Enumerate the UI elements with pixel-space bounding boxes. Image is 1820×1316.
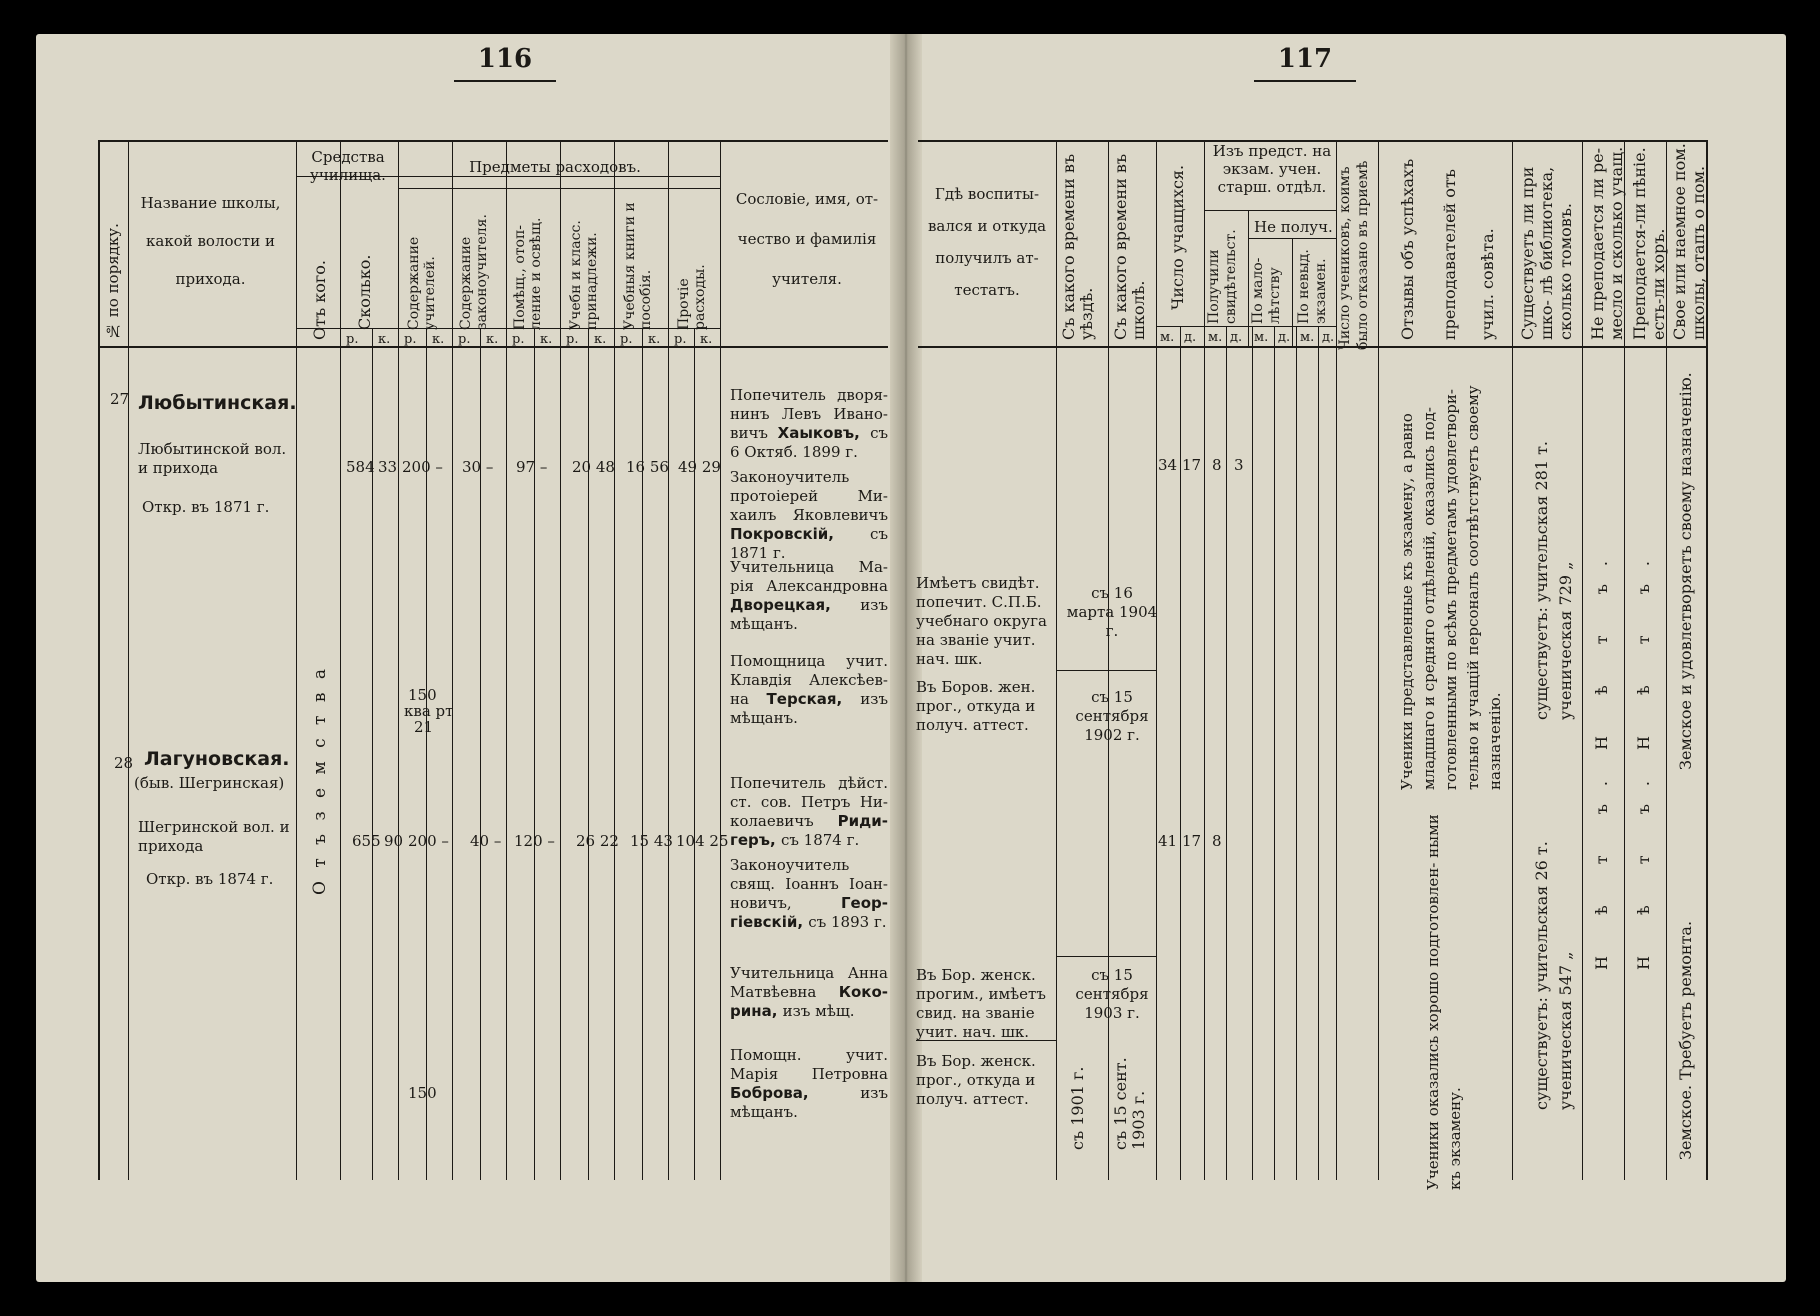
header-review-3: учил. совѣта. <box>1478 228 1497 340</box>
teacher-detail: съ 6 Октяб. 1899 г. <box>730 424 889 461</box>
education-4: Въ Бор. женск. прог., откуда и получ. аттест. <box>916 1052 1036 1108</box>
grid-left-edge <box>98 140 100 1180</box>
header-exp-law: Содержание законоучителя. <box>458 214 490 330</box>
exp6-27: 49 29 <box>678 458 721 476</box>
grid-rk-col <box>588 328 589 1180</box>
teacher-surname: Хаыковъ, <box>777 424 871 442</box>
singing-no-2: Н ѣ т ъ. <box>1634 763 1653 970</box>
grid-md-col <box>1180 326 1181 1180</box>
grid-subhead-exp <box>398 188 720 189</box>
school-parish-27: Любытинской вол. и прихода <box>138 440 287 477</box>
education-2: Въ Боров. жен. прог., откуда и получ. аттест. <box>916 678 1036 734</box>
amount-r-28: 655 <box>352 832 381 850</box>
header-exp-class: Учебн и класс. принадлежи. <box>568 220 600 330</box>
exp5-27: 16 56 <box>626 458 669 476</box>
teacher-surname: Риди- геръ, <box>730 812 888 849</box>
teacher-surname: Покровскій, <box>730 525 871 543</box>
exp5-28: 15 43 <box>630 832 673 850</box>
rubles-label: р. <box>512 332 525 347</box>
grid-row-sep <box>1056 956 1156 957</box>
header-school: Название школы, какой волости и прихода. <box>140 194 281 288</box>
school-parish-28: Шегринской вол. и прихода <box>138 818 290 855</box>
teacher-detail: изъ мѣщанъ. <box>730 690 888 727</box>
header-teacher: Сословіе, имя, от- чество и фамилія учителя. <box>735 190 879 288</box>
grid-md-col <box>1226 326 1227 1180</box>
cert-m-28: 8 <box>1212 832 1222 850</box>
education-3: Въ Бор. женск. прогим., имѣетъ свид. на званіе учит. нач. шк. <box>916 966 1046 1041</box>
grid-col <box>1204 140 1205 1180</box>
header-since-school: Съ какого времени въ школѣ. <box>1111 153 1148 340</box>
teacher-entry <box>730 652 888 728</box>
header-library: Существуетъ ли при шко- лѣ библиотека, сколько томовъ. <box>1518 166 1575 340</box>
header-means: Средства училища. <box>310 148 386 184</box>
grid-exam-sub <box>1204 210 1336 211</box>
header-exp-teachers: Содержание учителей. <box>406 236 438 330</box>
exp2-28: 40 – <box>470 832 502 850</box>
male-label: м. <box>1208 330 1223 345</box>
teacher-text: Помощн. учит. Марія Петровна <box>730 1046 888 1083</box>
since-3: съ 15 сентября 1903 г. <box>1075 966 1149 1022</box>
exp4-27: 20 48 <box>572 458 615 476</box>
teacher-entry <box>730 558 888 634</box>
grid-rk-col <box>426 328 427 1180</box>
amount-k-28: 90 <box>384 832 404 850</box>
crafts-no-1: Н ѣ т ъ. <box>1592 543 1611 750</box>
grid-row-sep <box>1056 670 1156 671</box>
page-number-left: 116 <box>450 44 560 82</box>
review-1: Ученики представленные къ экзамену, а равно младшаго и средняго отдѣленій, оказались под- готовленными по всѣмъ предметамъ удовлетвори- тельно и учащій персоналъ соотвѣтствуетъ своему назначенію. <box>1398 385 1504 790</box>
header-expenses: Предметы расходовъ. <box>469 158 641 176</box>
exp6-28: 104 25 <box>676 832 729 850</box>
amount-k-27: 33 <box>378 458 398 476</box>
pupils-m-28: 41 <box>1158 832 1178 850</box>
header-not-exam: По невыд. экзамен. <box>1296 249 1329 324</box>
teacher-surname: Коко- рина, <box>730 983 888 1020</box>
grid-md-col <box>1252 326 1253 1180</box>
teacher-text: Попечитель дворя- нинъ Левъ Ивано- вичъ <box>730 386 888 442</box>
kopecks-label: к. <box>432 332 445 347</box>
male-label: м. <box>1300 330 1315 345</box>
teacher-detail: изъ мѣщанъ. <box>730 596 888 633</box>
header-exp-books: Учебныя книги и пособія. <box>622 202 654 330</box>
header-review-2: преподавателей отъ <box>1440 169 1459 340</box>
pupils-d-27: 17 <box>1182 456 1202 474</box>
teacher-detail: съ 1871 г. <box>730 525 888 562</box>
kopecks-label: к. <box>378 332 391 347</box>
grid-md-col <box>1274 326 1275 1180</box>
pupils-m-27: 34 <box>1158 456 1178 474</box>
interim-150-a: 150 <box>408 686 437 704</box>
grid-col <box>720 140 721 1180</box>
header-how-much: Сколько. <box>355 254 374 330</box>
kopecks-label: к. <box>700 332 713 347</box>
teacher-entry <box>730 386 888 462</box>
teacher-entry <box>730 468 888 563</box>
school-opened-28: Откр. въ 1874 г. <box>146 870 274 888</box>
amount-r-27: 584 <box>346 458 375 476</box>
grid-col <box>1156 140 1157 1180</box>
teacher-surname: Боброва, <box>730 1084 861 1102</box>
header-since-county: Съ какого времени въ уѣздѣ. <box>1059 153 1096 340</box>
crafts-no-2: Н ѣ т ъ. <box>1592 763 1611 970</box>
header-education: Гдѣ воспиты- вался и откуда получилъ ат- тестатъ. <box>927 185 1047 299</box>
header-crafts: Не преподается ли ре- месло и сколько учащ. <box>1588 146 1626 340</box>
header-from-whom: Отъ кого. <box>310 260 329 340</box>
grid-md-col <box>1318 326 1319 1180</box>
teacher-detail: съ 1874 г. <box>780 831 860 849</box>
grid-rk-col <box>642 328 643 1180</box>
grid-md-line <box>1156 326 1336 327</box>
since-4-school: съ 15 сент. 1903 г. <box>1111 1057 1148 1150</box>
header-singing: Преподается-ли пѣніе. есть-ли хоръ. <box>1630 147 1668 340</box>
grid-col <box>506 140 507 1180</box>
teacher-text: Учительница Ма- рія Александровна <box>730 558 888 595</box>
teacher-surname: Терская, <box>766 690 861 708</box>
school-name-28: Лагуновская. <box>144 748 290 770</box>
header-exp-premises: Помѣщ., отоп- ление и освѣщ. <box>512 217 544 330</box>
kopecks-label: к. <box>594 332 607 347</box>
grid-col <box>296 140 297 1180</box>
teacher-text: Законоучитель протоіерей Ми- хаилъ Яковлевичъ <box>730 468 888 524</box>
grid-col <box>398 140 399 1180</box>
header-got-cert: Получили свидѣтельст. <box>1206 229 1239 324</box>
header-num: № по порядку. <box>104 223 122 340</box>
female-label: д. <box>1322 330 1335 345</box>
teacher-entry <box>730 964 888 1021</box>
header-exam: Изъ предст. на экзам. учен. старш. отдѣл. <box>1212 142 1332 196</box>
grid-rk-col <box>480 328 481 1180</box>
school-opened-27: Откр. въ 1871 г. <box>142 498 270 516</box>
pupils-d-28: 17 <box>1182 832 1202 850</box>
grid-col <box>128 140 129 1180</box>
rubles-label: р. <box>620 332 633 347</box>
teacher-surname: Дворецкая, <box>730 596 861 614</box>
kopecks-label: к. <box>486 332 499 347</box>
education-1: Имѣетъ свидѣт. попечит. С.П.Б. учебнаго округа на званіе учит. нач. шк. <box>916 574 1047 668</box>
grid-col <box>614 140 615 1180</box>
since-4-county: съ 1901 г. <box>1068 1066 1087 1150</box>
since-1: съ 16 марта 1904 г. <box>1066 584 1158 640</box>
kopecks-label: к. <box>648 332 661 347</box>
since-2: съ 15 сентября 1902 г. <box>1075 688 1149 744</box>
interim-kvart: ква рт <box>404 702 454 720</box>
interim-21: 21 <box>414 718 434 736</box>
row-num-28: 28 <box>114 754 134 772</box>
teacher-detail: изъ мѣщанъ. <box>730 1084 888 1121</box>
exp3-28: 120 – <box>514 832 555 850</box>
building-1: Земское и удовлетворяетъ своему назначенію. <box>1676 372 1695 770</box>
teacher-entry <box>730 774 888 850</box>
grid-rk-col <box>372 328 373 1180</box>
cert-m-27: 8 <box>1212 456 1222 474</box>
teacher-entry <box>730 1046 888 1122</box>
header-exp-other: Прочіе расходы. <box>676 264 708 330</box>
header-not-got: Не получ. <box>1254 218 1333 236</box>
cert-d-27: 3 <box>1234 456 1244 474</box>
teacher-detail: съ 1893 г. <box>808 913 887 931</box>
grid-col <box>1378 140 1379 1180</box>
female-label: д. <box>1278 330 1291 345</box>
female-label: д. <box>1184 330 1197 345</box>
grid-col <box>1108 140 1109 1180</box>
header-review-1: Отзывы объ успѣхахъ <box>1398 158 1417 340</box>
male-label: м. <box>1254 330 1269 345</box>
header-building: Свое или наемное пом. школы, отапъ о пом. <box>1670 143 1708 340</box>
grid-rk-col <box>694 328 695 1180</box>
header-pupils: Число учащихся. <box>1168 164 1187 310</box>
rubles-label: р. <box>404 332 417 347</box>
teacher-text: Помощница учит. Клавдія Алексѣев- на <box>730 652 888 708</box>
grid-col <box>668 140 669 1180</box>
interim-150-b: 150 <box>408 1084 437 1102</box>
grid-col <box>452 140 453 1180</box>
exp4-28: 26 22 <box>576 832 619 850</box>
singing-no-1: Н ѣ т ъ. <box>1634 543 1653 750</box>
library-2: существуетъ: учительская 26 т. ученическая 547 „ <box>1532 841 1575 1110</box>
grid-notgot-mid <box>1292 238 1293 346</box>
teacher-surname: Геор- гіевскій, <box>730 894 888 931</box>
teacher-text: Попечитель дѣйст. ст. сов. Петръ Ни- колаевичъ <box>730 774 888 830</box>
male-label: м. <box>1160 330 1175 345</box>
teacher-text: Учительница Анна Матвѣевна <box>730 964 888 1001</box>
exp1-28: 200 – <box>408 832 449 850</box>
library-1: существуетъ: учительская 281 т. ученическая 729 „ <box>1532 440 1575 720</box>
school-alt-28: (быв. Шегринская) <box>134 774 285 792</box>
school-name-27: Любытинская. <box>138 392 297 414</box>
grid-col <box>1056 140 1057 1180</box>
grid-top-left <box>98 140 888 142</box>
grid-rk-col <box>534 328 535 1180</box>
female-label: д. <box>1230 330 1243 345</box>
header-refused: Число учениковъ, коимъ было отказано въ приемѣ <box>1337 160 1371 350</box>
building-2: Земское. Требуетъ ремонта. <box>1676 920 1695 1160</box>
exp2-27: 30 – <box>462 458 494 476</box>
rubles-label: р. <box>674 332 687 347</box>
rubles-label: р. <box>566 332 579 347</box>
rubles-label: р. <box>346 332 359 347</box>
grid-md-col <box>1296 326 1297 1180</box>
teacher-detail: изъ мѣщ. <box>782 1002 855 1020</box>
grid-col <box>560 140 561 1180</box>
rubles-label: р. <box>458 332 471 347</box>
teacher-text: Законоучитель свящ. Іоаннъ Іоан- новичъ, <box>730 856 888 912</box>
header-low-age: По мало- лѣтству <box>1250 257 1283 324</box>
row-num-27: 27 <box>110 390 130 408</box>
teacher-entry <box>730 856 888 932</box>
review-2: Ученики оказались хорошо подготовлен- ными къ экзамену. <box>1424 814 1464 1190</box>
exp3-27: 97 – <box>516 458 548 476</box>
page-number-right: 117 <box>1250 44 1360 82</box>
from-whom-zemstvo: О т ъ з е м с т в а <box>310 665 330 895</box>
grid-col <box>340 140 341 1180</box>
exp1-27: 200 – <box>402 458 443 476</box>
kopecks-label: к. <box>540 332 553 347</box>
